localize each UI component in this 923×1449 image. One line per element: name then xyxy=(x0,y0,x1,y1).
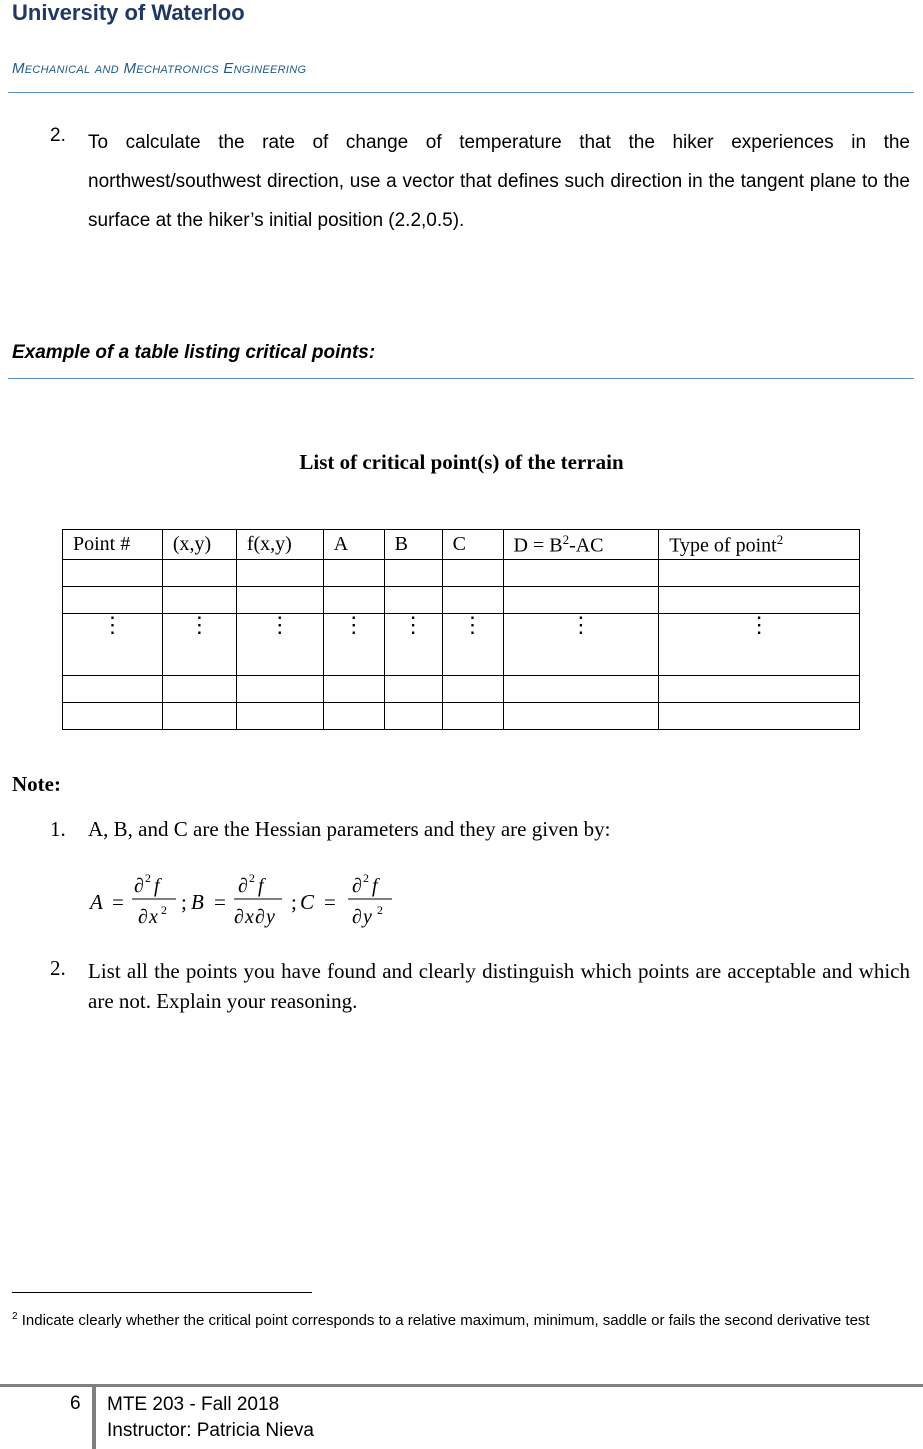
footer-course: MTE 203 - Fall 2018 xyxy=(107,1394,280,1415)
critical-points-table xyxy=(62,529,860,730)
department-name: Mechanical and Mechatronics Engineering xyxy=(12,60,307,77)
table-ellipsis-row: ⋮ ⋮ ⋮ ⋮ ⋮ ⋮ ⋮ ⋮ xyxy=(63,614,860,676)
svg-text:f: f xyxy=(154,875,160,897)
svg-text:=: = xyxy=(214,890,226,914)
section-divider xyxy=(8,378,914,379)
note-item-1-number: 1. xyxy=(50,817,66,841)
header-b: B xyxy=(384,530,442,560)
footnote-separator xyxy=(12,1292,312,1293)
svg-text:∂: ∂ xyxy=(234,906,244,928)
table-header-row xyxy=(63,530,860,560)
svg-text:x: x xyxy=(149,906,158,928)
table-row xyxy=(63,587,860,614)
note-item-2-number: 2. xyxy=(50,956,66,980)
svg-text:B: B xyxy=(191,890,204,914)
svg-text:=: = xyxy=(112,890,124,914)
header-type: Type of point$^2$ xyxy=(659,530,860,560)
page-number: 6 xyxy=(70,1393,81,1414)
svg-text:x: x xyxy=(245,906,254,928)
footnote-text: Indicate clearly whether the critical point corresponds to a relative maximum, minimum, saddle or fails the second derivative test xyxy=(17,1312,870,1329)
svg-text:∂: ∂ xyxy=(238,875,248,897)
footer-divider xyxy=(0,1384,923,1387)
svg-text:=: = xyxy=(324,890,336,914)
table-row xyxy=(63,703,860,730)
svg-text:;: ; xyxy=(291,890,297,914)
svg-text:2: 2 xyxy=(377,903,383,917)
note-item-1-text: A, B, and C are the Hessian parameters and they are given by: xyxy=(88,817,611,841)
svg-text:f: f xyxy=(258,875,264,897)
table-row xyxy=(63,676,860,703)
hessian-equations xyxy=(86,868,406,938)
svg-text:y: y xyxy=(363,906,372,928)
footer-info xyxy=(107,1392,314,1444)
svg-text:∂: ∂ xyxy=(352,875,362,897)
header-fxy: f(x,y) xyxy=(236,530,323,560)
header-a: A xyxy=(323,530,384,560)
note-item-2-text: List all the points you have found and clearly distinguish which points are acceptable and which are not. Explain your reasoning. xyxy=(88,959,910,1013)
svg-text:C: C xyxy=(300,890,315,914)
svg-text:∂: ∂ xyxy=(134,875,144,897)
example-heading: Example of a table listing critical points: xyxy=(12,342,376,363)
svg-text:A: A xyxy=(90,890,103,914)
footer-instructor: Instructor: Patricia Nieva xyxy=(107,1420,314,1441)
header-c: C xyxy=(442,530,503,560)
svg-text:f: f xyxy=(372,875,378,897)
table-row xyxy=(63,560,860,587)
footnote-marker: 2 xyxy=(12,1311,18,1322)
footer-vertical-bar xyxy=(92,1387,96,1449)
svg-text:y: y xyxy=(266,906,275,928)
svg-text:2: 2 xyxy=(249,871,255,885)
note-heading: Note: xyxy=(12,772,61,796)
svg-text:2: 2 xyxy=(161,903,167,917)
header-xy: (x,y) xyxy=(162,530,236,560)
question-number: 2. xyxy=(50,125,66,146)
svg-text:∂: ∂ xyxy=(138,906,148,928)
svg-text:∂: ∂ xyxy=(352,906,362,928)
svg-text:2: 2 xyxy=(363,871,369,885)
svg-text:∂: ∂ xyxy=(255,906,265,928)
header-d: $D = B^2-AC$ xyxy=(503,530,659,560)
header-divider xyxy=(8,92,914,93)
svg-text:;: ; xyxy=(181,890,187,914)
university-title: University of Waterloo xyxy=(12,0,245,25)
table-title: List of critical point(s) of the terrain xyxy=(299,450,624,474)
footnote xyxy=(12,1304,912,1334)
header-point: Point # xyxy=(63,530,163,560)
question-text: To calculate the rate of change of temperature that the hiker experiences in the northwest/southwest direction, use a vector that defines such direction in the tangent plane to the surface at the hiker’s initial position (2.2,0.5). xyxy=(88,132,910,231)
svg-text:2: 2 xyxy=(145,871,151,885)
